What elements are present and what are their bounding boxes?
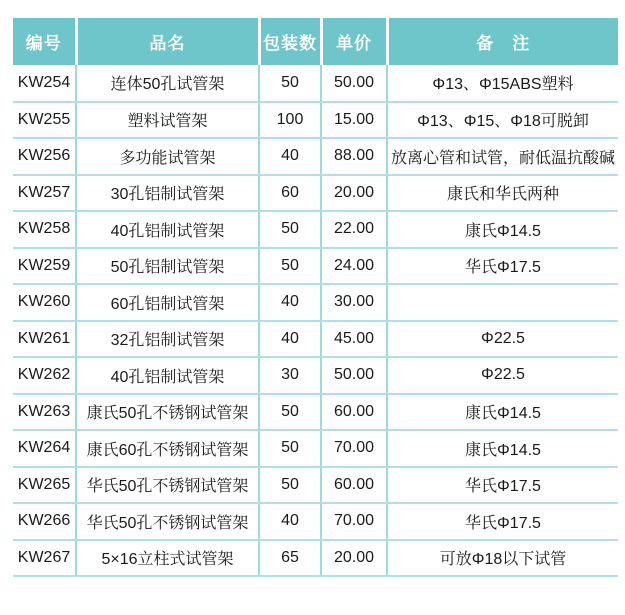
cell-pack: 65	[259, 540, 321, 577]
cell-price: 88.00	[321, 138, 387, 175]
cell-name: 5×16立柱式试管架	[76, 540, 259, 577]
table-row	[13, 540, 618, 577]
cell-price: 45.00	[321, 321, 387, 358]
cell-remark: Φ22.5	[387, 357, 618, 394]
cell-code: KW264	[13, 430, 76, 467]
cell-name: 32孔铝制试管架	[76, 321, 259, 358]
cell-price: 22.00	[321, 211, 387, 248]
cell-name: 30孔铝制试管架	[76, 175, 259, 212]
cell-remark: 放离心管和试管，耐低温抗酸碱	[387, 138, 618, 175]
table-row	[13, 138, 618, 175]
table-row	[13, 65, 618, 102]
cell-remark: Φ13、Φ15、Φ18可脱卸	[387, 102, 618, 139]
table-row	[13, 430, 618, 467]
cell-price: 70.00	[321, 503, 387, 540]
table-body	[13, 65, 618, 576]
cell-price: 20.00	[321, 175, 387, 212]
cell-pack: 60	[259, 175, 321, 212]
cell-pack: 50	[259, 467, 321, 504]
cell-remark: 华氏Φ17.5	[387, 503, 618, 540]
cell-name: 40孔铝制试管架	[76, 211, 259, 248]
cell-price: 50.00	[321, 357, 387, 394]
table-row	[13, 284, 618, 321]
cell-price: 20.00	[321, 540, 387, 577]
table-row	[13, 503, 618, 540]
table-row	[13, 211, 618, 248]
table-row	[13, 357, 618, 394]
cell-name: 连体50孔试管架	[76, 65, 259, 102]
table-row	[13, 467, 618, 504]
cell-pack: 40	[259, 321, 321, 358]
table-row	[13, 102, 618, 139]
cell-remark: 康氏和华氏两种	[387, 175, 618, 212]
cell-code: KW262	[13, 357, 76, 394]
cell-remark: 可放Φ18以下试管	[387, 540, 618, 577]
cell-remark: Φ22.5	[387, 321, 618, 358]
cell-code: KW265	[13, 467, 76, 504]
cell-price: 24.00	[321, 248, 387, 285]
cell-price: 70.00	[321, 430, 387, 467]
table-row	[13, 321, 618, 358]
cell-pack: 40	[259, 503, 321, 540]
cell-price: 60.00	[321, 394, 387, 431]
cell-price: 30.00	[321, 284, 387, 321]
cell-pack: 50	[259, 211, 321, 248]
cell-pack: 40	[259, 138, 321, 175]
cell-remark: 华氏Φ17.5	[387, 467, 618, 504]
cell-name: 60孔铝制试管架	[76, 284, 259, 321]
cell-code: KW256	[13, 138, 76, 175]
cell-remark: Φ13、Φ15ABS塑料	[387, 65, 618, 102]
cell-name: 华氏50孔不锈钢试管架	[76, 503, 259, 540]
cell-pack: 30	[259, 357, 321, 394]
column-header-price: 单价	[321, 18, 387, 65]
cell-price: 15.00	[321, 102, 387, 139]
table-row	[13, 248, 618, 285]
header-row	[13, 18, 618, 65]
cell-name: 40孔铝制试管架	[76, 357, 259, 394]
product-price-table	[13, 18, 618, 577]
cell-remark: 康氏Φ14.5	[387, 430, 618, 467]
cell-code: KW266	[13, 503, 76, 540]
table-header	[13, 18, 618, 65]
cell-code: KW259	[13, 248, 76, 285]
cell-name: 塑料试管架	[76, 102, 259, 139]
cell-pack: 40	[259, 284, 321, 321]
cell-price: 50.00	[321, 65, 387, 102]
cell-name: 康氏50孔不锈钢试管架	[76, 394, 259, 431]
cell-remark	[387, 284, 618, 321]
cell-pack: 50	[259, 430, 321, 467]
table-row	[13, 394, 618, 431]
cell-code: KW255	[13, 102, 76, 139]
cell-name: 康氏60孔不锈钢试管架	[76, 430, 259, 467]
cell-name: 50孔铝制试管架	[76, 248, 259, 285]
column-header-name: 品名	[76, 18, 259, 65]
cell-code: KW254	[13, 65, 76, 102]
cell-remark: 康氏Φ14.5	[387, 394, 618, 431]
cell-code: KW263	[13, 394, 76, 431]
cell-pack: 50	[259, 65, 321, 102]
cell-code: KW267	[13, 540, 76, 577]
cell-code: KW258	[13, 211, 76, 248]
table-row	[13, 175, 618, 212]
cell-name: 华氏50孔不锈钢试管架	[76, 467, 259, 504]
cell-code: KW261	[13, 321, 76, 358]
cell-name: 多功能试管架	[76, 138, 259, 175]
column-header-remark: 备 注	[387, 18, 618, 65]
cell-code: KW257	[13, 175, 76, 212]
cell-pack: 100	[259, 102, 321, 139]
cell-remark: 康氏Φ14.5	[387, 211, 618, 248]
cell-pack: 50	[259, 394, 321, 431]
cell-pack: 50	[259, 248, 321, 285]
column-header-code: 编号	[13, 18, 76, 65]
cell-code: KW260	[13, 284, 76, 321]
cell-remark: 华氏Φ17.5	[387, 248, 618, 285]
column-header-pack: 包装数	[259, 18, 321, 65]
cell-price: 60.00	[321, 467, 387, 504]
